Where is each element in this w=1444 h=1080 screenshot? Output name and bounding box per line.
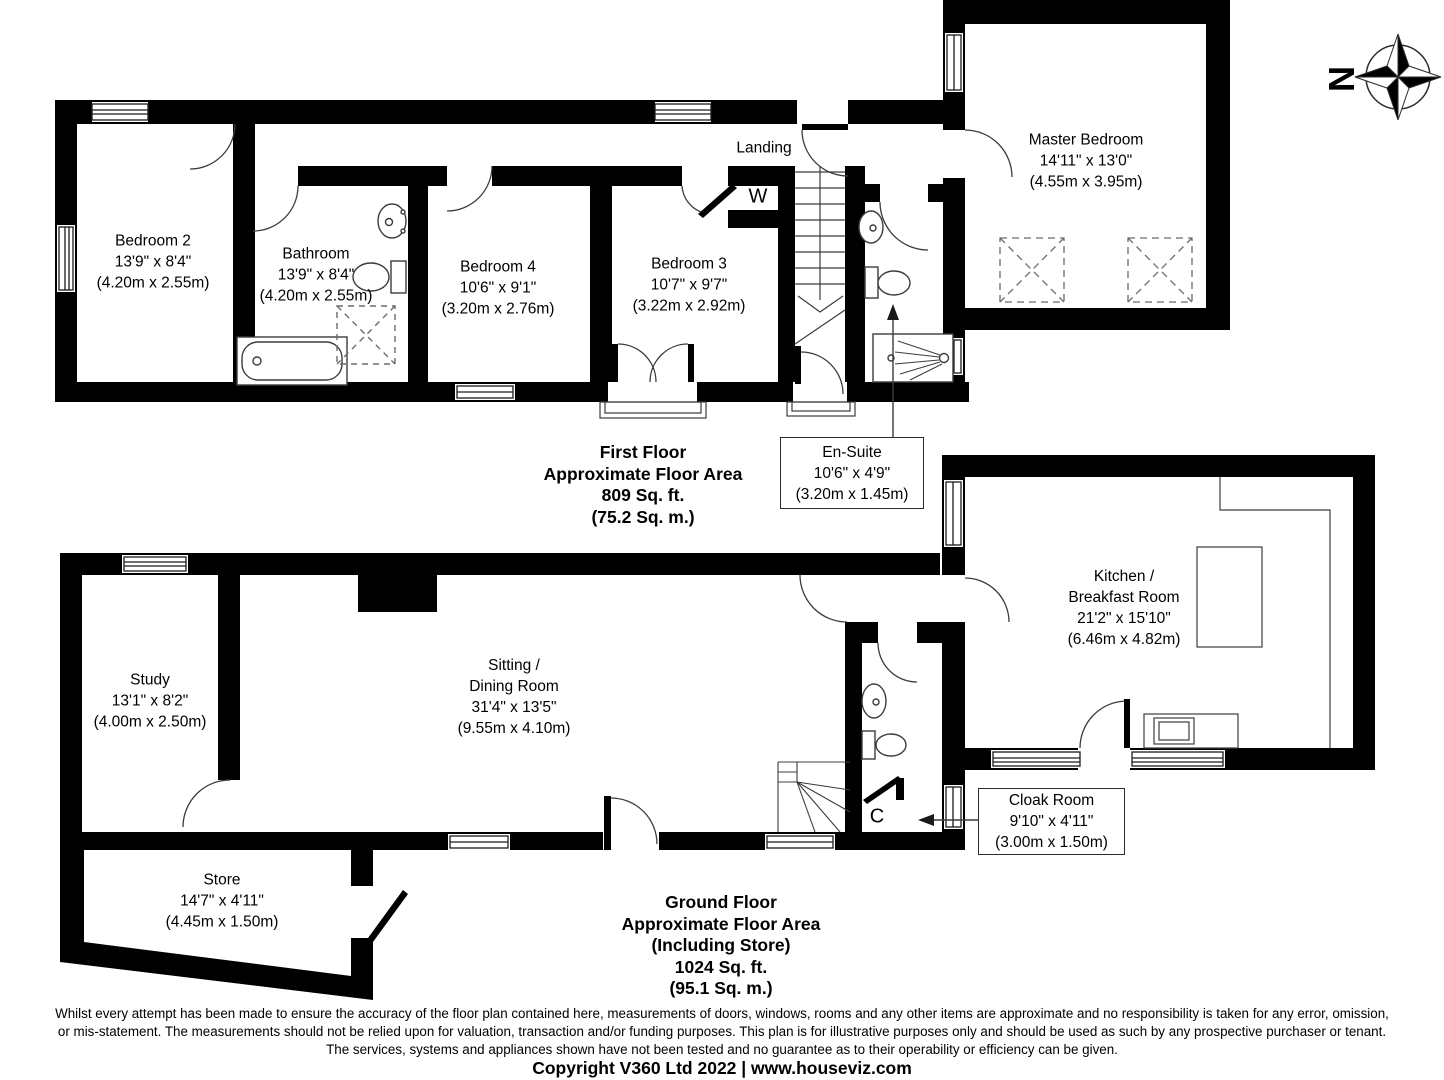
- room-name: En-Suite: [822, 443, 882, 461]
- door-arc: [1080, 701, 1127, 748]
- room-dims-imperial: 10'7" x 9'7": [650, 276, 728, 294]
- window-icon: [124, 557, 186, 571]
- window-icon: [1132, 752, 1223, 766]
- room-dims-metric: (3.22m x 2.92m): [632, 297, 746, 315]
- wardrobe-icons: [1000, 238, 1192, 302]
- kitchen-counter: [1220, 477, 1330, 748]
- room-dims-metric: (3.20m x 2.76m): [441, 300, 555, 318]
- door-arc: [878, 643, 917, 682]
- window-icon: [450, 836, 508, 848]
- ensuite-callout: [780, 437, 924, 509]
- window-icons-first-floor: [59, 35, 961, 398]
- room-dims-metric: (3.20m x 1.45m): [795, 485, 909, 503]
- window-icon: [947, 35, 961, 90]
- copyright-line: Copyright V360 Ltd 2022 | www.houseviz.com: [532, 1058, 912, 1078]
- room-dims-imperial: 13'9" x 8'4": [277, 266, 355, 284]
- room-name: W: [748, 185, 768, 208]
- door-arc: [965, 130, 1012, 177]
- room-name: Breakfast Room: [1068, 589, 1180, 606]
- door-arc: [965, 578, 1009, 622]
- room-name: Study: [130, 671, 170, 689]
- window-icon: [946, 787, 961, 827]
- room-dims-imperial: 9'10" x 4'11": [1009, 813, 1094, 830]
- ensuite-fixtures: [859, 211, 953, 382]
- room-label-bedroom4: [442, 257, 555, 320]
- toilet-icon: [865, 267, 910, 298]
- first-floor-walls: [55, 0, 1230, 402]
- room-dims-imperial: 31'4" x 13'5": [471, 699, 557, 716]
- floor-area-ft: 1024 Sq. ft.: [674, 956, 768, 977]
- room-name: Kitchen /: [1093, 568, 1155, 585]
- room-label-store: [166, 870, 279, 933]
- room-name: Dining Room: [469, 678, 559, 695]
- room-label-landing: [736, 138, 791, 159]
- floor-area-m: (95.1 Sq. m.): [669, 978, 773, 998]
- shower-icon: [873, 334, 953, 382]
- room-dims-metric: (3.00m x 1.50m): [995, 834, 1108, 851]
- door-arc: [190, 124, 235, 169]
- room-name: Sitting /: [488, 657, 540, 674]
- room-label-bedroom2: [97, 231, 210, 294]
- floor-title: First Floor: [599, 442, 687, 462]
- room-dims-imperial: 14'7" x 4'11": [180, 892, 264, 910]
- room-name: Bedroom 4: [460, 258, 536, 276]
- floor-subtitle: Approximate Floor Area: [543, 463, 743, 484]
- window-icon: [457, 386, 513, 398]
- room-name: Landing: [736, 139, 792, 157]
- room-dims-metric: (4.55m x 3.95m): [1029, 173, 1143, 191]
- room-dims-imperial: 10'6" x 9'1": [459, 279, 537, 297]
- room-label-master-bedroom: [1029, 130, 1144, 193]
- compass-north-label: N: [1321, 66, 1362, 92]
- stairs-first-floor: [795, 166, 845, 344]
- ground-floor-openings: [122, 480, 1225, 938]
- room-name: Cloak Room: [1008, 792, 1095, 809]
- window-icon: [946, 482, 961, 545]
- room-dims-metric: (4.20m x 2.55m): [259, 287, 373, 305]
- window-icon: [767, 836, 833, 848]
- floor-area-m: (75.2 Sq. m.): [591, 506, 695, 527]
- floor-area-ft: 809 Sq. ft.: [601, 485, 685, 505]
- kitchen-island: [1197, 547, 1262, 647]
- room-dims-metric: (4.00m x 2.50m): [93, 713, 207, 731]
- cupboard-icon: [337, 306, 395, 364]
- door-arc: [802, 130, 848, 176]
- bath-icon: [237, 337, 347, 385]
- room-dims-metric: (9.55m x 4.10m): [457, 720, 571, 737]
- room-label-wardrobe: [749, 187, 768, 208]
- toilet-icon: [862, 731, 906, 759]
- compass-rose-icon: [1355, 34, 1441, 120]
- ground-floor-title-block: [622, 892, 821, 1000]
- stairs-ground-floor: [778, 762, 850, 832]
- room-dims-imperial: 14'11" x 13'0": [1039, 152, 1133, 170]
- floor-note: (Including Store): [651, 935, 791, 955]
- room-label-bedroom3: [633, 254, 746, 317]
- door-arc: [800, 575, 847, 622]
- disclaimer-line-1: Whilst every attempt has been made to ensure the accuracy of the floor plan contained here, measurements of doors, windows, rooms and any other items are approximate and no responsibility is taken for any error, omission,: [55, 1006, 1389, 1021]
- room-dims-metric: (6.46m x 4.82m): [1067, 631, 1181, 648]
- sink-icon: [378, 204, 406, 238]
- cloakroom-fixtures: [862, 684, 906, 759]
- disclaimer-line-2: or mis-statement. The measurements should not be relied upon for valuation, transaction and/or funding purposes. This plan is for illustrative purposes only and should be used as such by any prospective purchaser or tenant.: [57, 1024, 1387, 1039]
- window-icon: [993, 752, 1080, 766]
- room-name: Bathroom: [282, 245, 350, 263]
- floor-subtitle: Approximate Floor Area: [621, 913, 821, 934]
- floor-title: Ground Floor: [665, 892, 777, 912]
- porch-steps: [600, 402, 855, 418]
- stove-icon: [1144, 714, 1238, 748]
- window-icon: [92, 104, 148, 120]
- room-dims-imperial: 21'2" x 15'10": [1077, 610, 1171, 627]
- room-name: Bedroom 3: [651, 255, 727, 273]
- disclaimer-line-3: The services, systems and appliances shown have not been tested and no guarantee as to their operability or efficiency can be given.: [326, 1042, 1118, 1057]
- sink-icon: [862, 684, 886, 718]
- room-dims-imperial: 10'6" x 4'9": [813, 464, 891, 482]
- door-arc: [682, 186, 701, 212]
- cloakroom-callout: [978, 788, 1125, 855]
- room-label-study: [94, 670, 207, 733]
- room-label-cupboard: [870, 807, 884, 828]
- window-icon: [655, 104, 711, 120]
- room-name: Store: [203, 871, 241, 889]
- door-arc: [253, 186, 298, 231]
- sink-icon: [859, 211, 883, 243]
- window-icon: [59, 227, 73, 290]
- first-floor-openings: [57, 33, 965, 402]
- room-dims-metric: (4.20m x 2.55m): [96, 274, 210, 292]
- room-dims-imperial: 13'1" x 8'2": [111, 692, 189, 710]
- room-dims-imperial: 13'9" x 8'4": [114, 253, 192, 271]
- room-label-bathroom: [260, 244, 373, 307]
- first-floor-title-block: [544, 442, 743, 528]
- room-name: Bedroom 2: [115, 232, 191, 250]
- room-dims-metric: (4.45m x 1.50m): [165, 913, 279, 931]
- room-name: C: [869, 805, 885, 828]
- room-label-sitting-dining: [458, 655, 571, 739]
- door-arc: [880, 202, 928, 250]
- room-label-kitchen: [1068, 566, 1181, 650]
- room-name: Master Bedroom: [1028, 131, 1144, 149]
- door-arc: [183, 780, 230, 827]
